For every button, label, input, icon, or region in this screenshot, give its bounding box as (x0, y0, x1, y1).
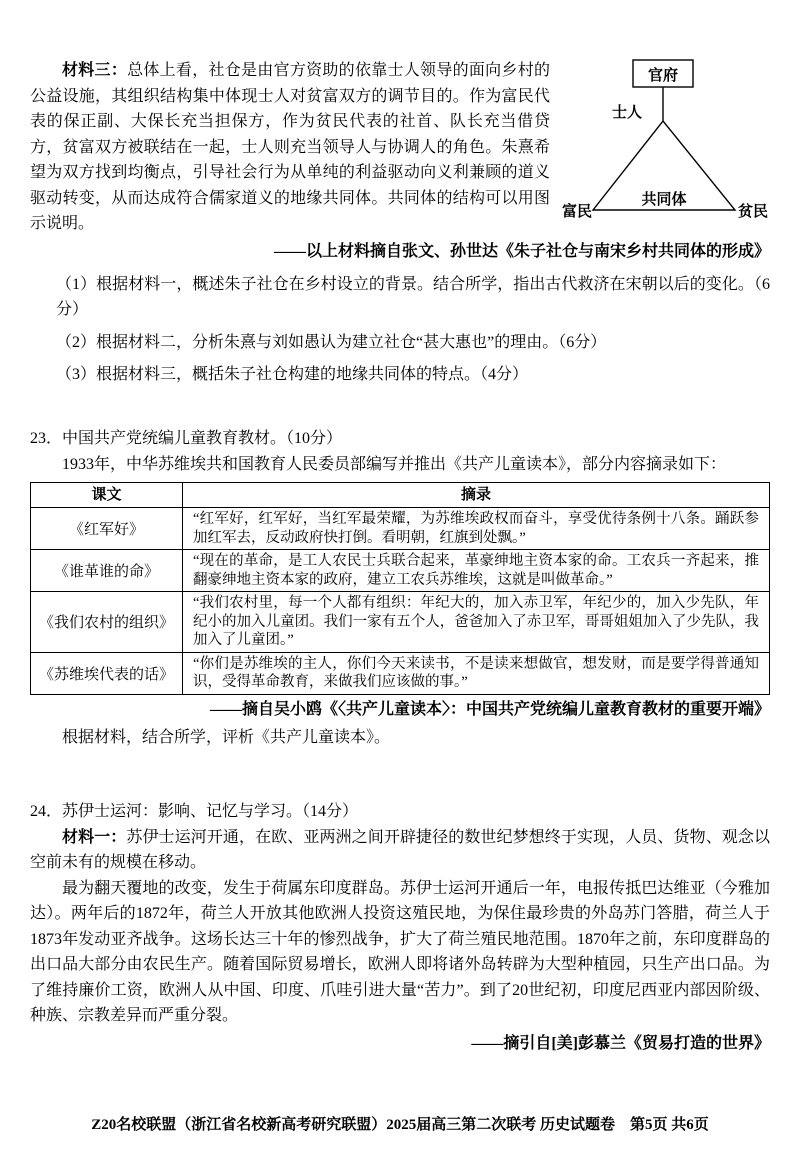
material-3-label: 材料三： (62, 62, 128, 79)
question-23-task: 根据材料，结合所学，评析《共产儿童读本》。 (62, 729, 391, 746)
sub-question-3: （3）根据材料三，概括朱子社仓构建的地缘共同体的特点。（4分） (56, 366, 529, 383)
table-row (31, 652, 770, 694)
table-row (31, 550, 770, 592)
question-23-title: 23．中国共产党统编儿童教育教材。（10分） (30, 429, 343, 447)
excerpt-table (30, 482, 770, 695)
rich-people-label: 富民 (562, 204, 593, 220)
table-row (31, 592, 770, 653)
excerpt-table-header-row (31, 483, 770, 508)
community-label: 共同体 (641, 192, 687, 208)
lesson-title: 《红军好》 (31, 508, 183, 550)
material-1-paragraph-2: 最为翻天覆地的改变，发生于荷属东印度群岛。苏伊士运河开通后一年，电报传抵巴达维亚（今雅加达）。两年后的1872年，荷兰人开放其他欧洲人投资这殖民地，为保住最珍贵的外岛苏门答腊，荷兰人于1873年发动亚齐战争。这场长达三十年的惨烈战争，扩大了荷兰殖民地范围。1870年之前，东印度群岛的出口品大部分由农民生产。随着国际贸易增长，欧洲人即将诸外岛转辟为大型种植园，只生产出口品。为了维持廉价工资，欧洲人从中国、印度、爪哇引进大量“苦力”。到了20世纪初，印度尼西亚内部因阶级、种族、宗教差异而严重分裂。 (30, 879, 770, 1024)
lesson-excerpt: “红军好，红军好，当红军最荣耀，为苏维埃政权而奋斗，享受优待条例十八条。踊跃参加红军去，反动政府快打倒。看明朝，红旗到处飘。” (183, 508, 770, 550)
community-structure-diagram (562, 58, 770, 235)
sub-question-1: （1）根据材料一，概述朱子社仓在乡村设立的背景。结合所学，指出古代救济在宋朝以后的变化。（6分） (56, 275, 770, 318)
question-24-section (30, 799, 770, 1057)
column-header-excerpt: 摘录 (183, 483, 770, 508)
column-header-lesson: 课文 (31, 483, 183, 508)
lesson-title: 《苏维埃代表的话》 (31, 652, 183, 694)
lesson-excerpt: “你们是苏维埃的主人，你们今天来读书，不是读来想做官，想发财，而是要学得普通知识，受得革命教育，来做我们应该做的事。” (183, 652, 770, 694)
lesson-excerpt: “现在的革命，是工人农民士兵联合起来，革豪绅地主资本家的命。工农兵一齐起来，推翻豪绅地主资本家的政府，建立工农兵苏维埃，这就是叫做革命。” (183, 550, 770, 592)
question-24-title: 24．苏伊士运河：影响、记忆与学习。（14分） (30, 802, 359, 820)
lesson-title: 《谁革谁的命》 (31, 550, 183, 592)
material-1-paragraph (30, 825, 770, 876)
government-label: 官府 (647, 68, 679, 84)
question-24-attribution: ——摘引自[美]彭慕兰《贸易打造的世界》 (471, 1034, 770, 1052)
table-row (31, 508, 770, 550)
question-23-section (30, 426, 770, 751)
material-3-text: 总体上看，社仓是由官方资助的依靠士人领导的面向乡村的公益设施，其组织结构集中体现士人对贫富双方的调节目的。作为富民代表的保正副、大保长充当担保方，作为贫民代表的社首、队长充当借贷方，贫富双方被联结在一起，士人则充当领导人与协调人的角色。朱熹希望为双方找到均衡点，引导社会行为从单纯的利益驱动向义利兼顾的道义驱动转变，从而达成符合儒家道义的地缘共同体。共同体的结构可以用图示说明。 (30, 62, 550, 232)
material-3-section (30, 58, 770, 388)
material-questions (30, 272, 770, 388)
question-23-intro: 1933年，中华苏维埃共和国教育人民委员部编写并推出《共产儿童读本》，部分内容摘录如下： (62, 455, 727, 473)
page-footer: Z20名校联盟（浙江省名校新高考研究联盟）2025届高三第二次联考 历史试题卷 第5页 共6页 (91, 1117, 709, 1133)
lesson-excerpt: “我们农村里，每一个人都有组织：年纪大的，加入赤卫军，年纪少的，加入少先队，年纪小的加入儿童团。我们一家有五个人，爸爸加入了赤卫军，哥哥姐姐加入了少先队，我加入了儿童团。” (183, 592, 770, 653)
lesson-title: 《我们农村的组织》 (31, 592, 183, 653)
material-1-text: 苏伊士运河开通，在欧、亚两洲之间开辟捷径的数世纪梦想终于实现，人员、货物、观念以空前未有的规模在移动。 (30, 828, 770, 871)
poor-people-label: 贫民 (738, 204, 769, 220)
sub-question-2: （2）根据材料二，分析朱熹与刘如愚认为建立社仓“甚大惠也”的理由。（6分） (56, 333, 607, 351)
material-3-attribution: ——以上材料摘自张文、孙世达《朱子社仓与南宋乡村共同体的形成》 (273, 243, 770, 260)
question-23-attribution: ——摘自吴小鸥《〈共产儿童读本〉：中国共产党统编儿童教育教材的重要开端》 (209, 700, 770, 718)
material-1-label: 材料一： (62, 828, 127, 846)
community-diagram-svg (562, 58, 770, 230)
scholars-label: 士人 (612, 105, 643, 121)
